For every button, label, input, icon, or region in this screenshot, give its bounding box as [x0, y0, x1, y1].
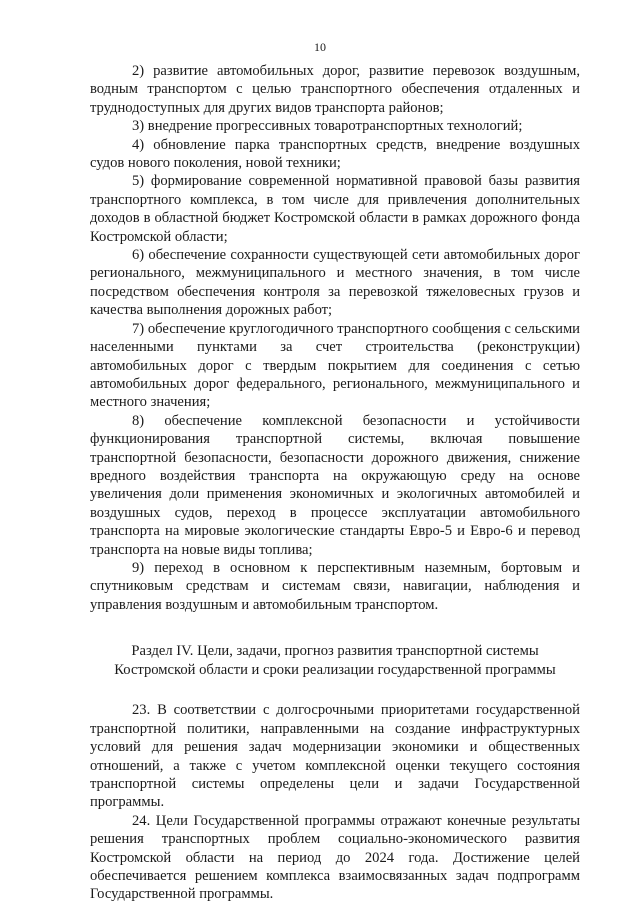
paragraph-24: 24. Цели Государственной программы отражают конечные результаты решения транспортных проблем социально-экономического развития Костромской области на период до 2024 года. Достижение целей обеспечивается решением комплекса взаимосвязанных задач подпрограмм Государственной программы. [90, 812, 580, 903]
paragraph-23: 23. В соответствии с долгосрочными приоритетами государственной транспортной политики, направленными на создание инфраструктурных условий для решения задач модернизации экономики и общественных отношений, а также с учетом комплексной оценки текущего состояния транспортной системы определены цели и задачи Государственной программы. [90, 702, 580, 811]
list-item-5: 5) формирование современной нормативной правовой базы развития транспортного комплекса, в том числе для привлечения дополнительных доходов в областной бюджет Костромской области в рамках дорожного фонда Костромской области; [90, 173, 580, 245]
section-heading-line-2: Костромской области и сроки реализации государственной программы [114, 661, 556, 678]
list-item-8: 8) обеспечение комплексной безопасности и устойчивости функционирования транспортной системы, включая повышение транспортной безопасности, безопасности дорожного движения, снижение вредного воздействия транспорта на окружающую среду на основе увеличения доли применения экономичных и экологичных автомобилей и воздушных судов, переход в процессе эксплуатации автомобильного транспорта на мировые экологические стандарты Евро-5 и Евро-6 и перевод транспорта на новые виды топлива; [90, 412, 580, 558]
list-item-9: 9) переход в основном к перспективным наземным, бортовым и спутниковым средствам и системам связи, навигации, наблюдения и управления воздушным и автомобильным транспортом. [90, 559, 580, 613]
section-heading-line-1: Раздел IV. Цели, задачи, прогноз развития транспортной системы [131, 643, 539, 660]
list-item-6: 6) обеспечение сохранности существующей сети автомобильных дорог регионального, межмуниципального и местного значения, в том числе посредством обеспечения контроля за перевозкой тяжеловесных грузов и качества выполнения дорожных работ; [90, 247, 580, 319]
section-heading [90, 642, 580, 679]
page-number: 10 [314, 40, 326, 54]
document-body [90, 62, 580, 904]
list-item-7: 7) обеспечение круглогодичного транспортного сообщения с сельскими населенными пунктами за счет строительства (реконструкции) автомобильных дорог с твердым покрытием для соединения с сетью автомобильных дорог федерального, регионального, межмуниципального и местного значения; [90, 320, 580, 411]
list-item-2: 2) развитие автомобильных дорог, развитие перевозок воздушным, водным транспортом с целью транспортного обеспечения отдаленных и труднодоступных для других видов транспорта районов; [90, 63, 580, 116]
list-item-3: 3) внедрение прогрессивных товаротранспортных технологий; [132, 118, 523, 135]
list-item-4: 4) обновление парка транспортных средств, внедрение воздушных судов нового поколения, новой техники; [90, 136, 580, 172]
